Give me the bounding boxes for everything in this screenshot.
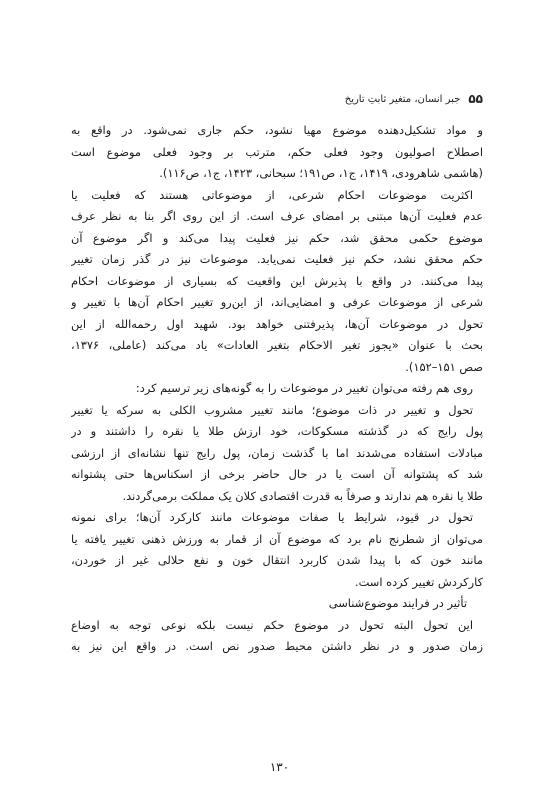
- text-line: تحول در موضوعات آن‌ها، پذیرفتنی خواهد بود. شهید اول رحمه‌الله از این: [71, 316, 483, 331]
- text-line: کارکردش تغییر کرده است.: [354, 574, 483, 589]
- header-page-number: ۵۵: [468, 92, 483, 106]
- text-line: تحول و تغییر در ذات موضوع؛ مانند تغییر مشروب الکلی به سرکه یا تغییر: [71, 402, 473, 417]
- text-line: می‌توان از شطرنج نام برد که موضوع آن از قمار به ورزش ذهنی تغییر یافته یا: [71, 531, 483, 546]
- page-number: ۱۳۰: [269, 760, 290, 774]
- text-line: حکم محقق نشد، حکم نیز فعلیت نمی‌یابد. موضوعات نیز در گذر زمان تغییر: [71, 252, 483, 266]
- text-line: پول رایج که در گذشته مسکوکات، خود ارزش طلا یا نقره را داشتند و در: [71, 424, 483, 438]
- text-line: این تحول البته تحول در موضوع حکم نیست بلکه نوعی توجه به اوضاع: [71, 617, 473, 632]
- text-line: شد که پشتوانه آن است یا در حال حاضر برخی از اسکناس‌ها حتی پشتوانه: [71, 467, 483, 481]
- text-line: اصطلاح اصولیون وجود فعلی حکم، مترتب بر وجود فعلی موضوع است: [71, 144, 483, 159]
- text-line: زمان صدور و در نظر داشتن محیط صدور نص است. در واقع این نیز به: [71, 639, 483, 653]
- text-line: و مواد تشکیل‌دهنده موضوع مهیا نشود، حکم جاری نمی‌شود. در واقع به: [71, 123, 483, 137]
- text-line: تحول در قیود، شرایط یا صفات موضوعات مانند کارکرد آن‌ها؛ برای نمونه: [71, 510, 473, 524]
- running-header: [70, 92, 483, 106]
- text-line: پیدا می‌کنند. در واقع با پذیرش این واقعیت که بسیاری از موضوعات احکام: [71, 273, 483, 288]
- text-line: موضوع حکمی محقق شد، حکم نیز فعلیت پیدا می‌کند و اگر موضوع آن: [71, 230, 483, 245]
- text-line: روی هم رفته می‌توان تغییر در موضوعات را به گونه‌های زیر ترسیم کرد:: [135, 381, 473, 395]
- text-line: طلا یا نقره هم ندارند و صرفاً به قدرت اقتصادی کلان یک مملکت برمی‌گردند.: [122, 488, 483, 503]
- text-line: مانند خون که با پیدا شدن کاربرد انتقال خون و نفع حلالی غیر از خوردن،: [71, 553, 483, 567]
- text-line: عدم فعلیت آن‌ها مبتنی بر امضای عرف است. از این روی اگر بنا به نظر عرف: [71, 209, 483, 223]
- text-line: (هاشمی شاهرودی، ۱۴۱۹، ج۱، ص۱۹۱؛ سبحانی، ۱۴۲۳، ج۱، ص۱۱۶).: [159, 166, 483, 180]
- header-title: جبر انسان، متغیر ثابتِ تاریخ: [344, 93, 461, 105]
- text-line: صص ۱۵۱–۱۵۲).: [405, 359, 483, 374]
- text-line: شرعی از موضوعات عرفی و امضایی‌اند، از این‌رو تغییر احکام آن‌ها با تغییر و: [71, 295, 483, 309]
- text-line: بحث با عنوان «یجوز تغیر الاحکام بتغیر العادات» یاد می‌کند (عاملی، ۱۳۷۶،: [71, 338, 483, 352]
- text-line: اکثریت موضوعات احکام شرعی، از موضوعاتی هستند که فعلیت یا: [71, 187, 473, 202]
- body-text: [71, 120, 483, 658]
- text-line: مبادلات استفاده می‌شدند اما با گذشت زمان، پول رایج تنها نشانه‌ای از ارزشی: [71, 445, 483, 460]
- section-subheading: تأثیر در فرایند موضوع‌شناسی: [328, 596, 467, 610]
